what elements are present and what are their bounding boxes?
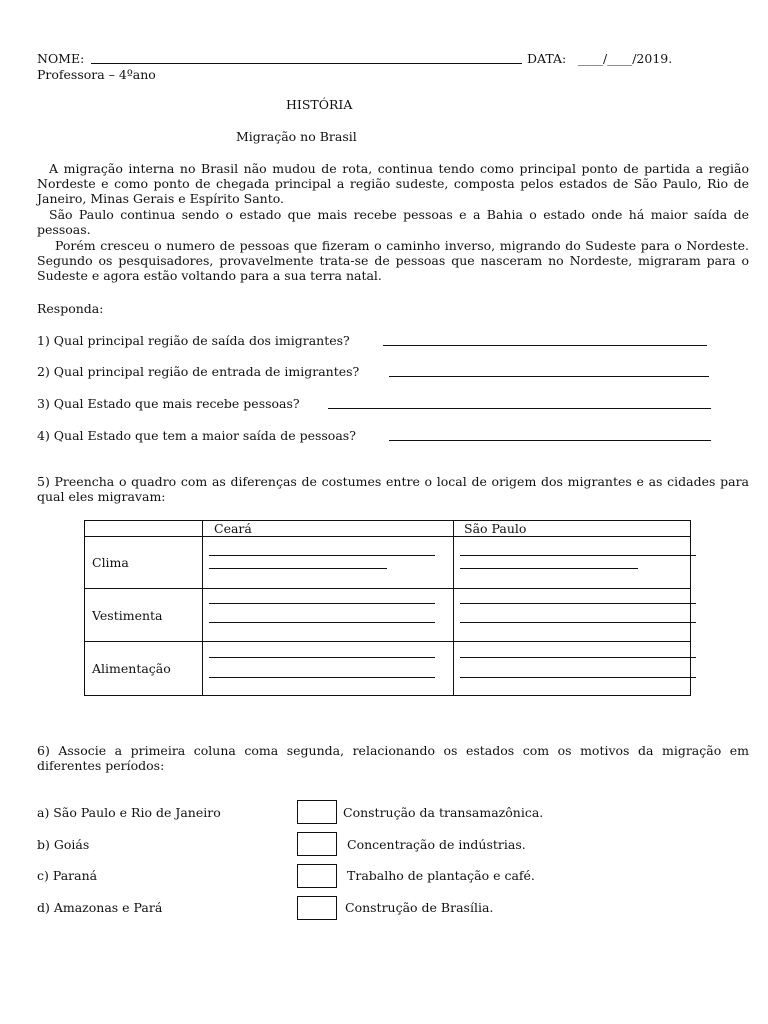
answer-box[interactable]	[297, 864, 337, 888]
answer-box[interactable]	[297, 800, 337, 824]
respond-label: Responda:	[37, 301, 104, 316]
cell-ceara-vestimenta[interactable]	[203, 589, 454, 642]
answer-4-line[interactable]	[389, 440, 711, 441]
question-3: 3) Qual Estado que mais recebe pessoas?	[37, 396, 300, 411]
answer-box[interactable]	[297, 832, 337, 856]
name-label: NOME:	[37, 51, 85, 66]
cell-sp-clima[interactable]	[454, 537, 691, 589]
name-field[interactable]	[91, 63, 522, 64]
cell-sp-alimentacao[interactable]	[454, 642, 691, 696]
question-2: 2) Qual principal região de entrada de imigrantes?	[37, 364, 360, 379]
option-c: c) Paraná	[37, 868, 98, 883]
table-row	[85, 642, 691, 696]
date-value: ____/____/2019.	[578, 51, 673, 66]
teacher-line: Professora – 4ºano	[37, 67, 156, 82]
table-header-sao-paulo: São Paulo	[454, 521, 691, 537]
reason-4: Construção de Brasília.	[345, 900, 494, 915]
table-header-ceara: Ceará	[203, 521, 454, 537]
cell-ceara-alimentacao[interactable]	[203, 642, 454, 696]
date-label: DATA:	[527, 51, 567, 66]
reason-1: Construção da transamazônica.	[343, 805, 544, 820]
question-4: 4) Qual Estado que tem a maior saída de pessoas?	[37, 428, 356, 443]
customs-table	[84, 520, 691, 696]
paragraph-2: São Paulo continua sendo o estado que mais recebe pessoas e a Bahia o estado onde há maior saída de pessoas.	[37, 207, 749, 237]
question-1: 1) Qual principal região de saída dos imigrantes?	[37, 333, 350, 348]
subject-title: HISTÓRIA	[286, 97, 353, 112]
row-label-alimentacao: Alimentação	[85, 642, 203, 696]
table-row	[85, 537, 691, 589]
answer-3-line[interactable]	[328, 408, 711, 409]
answer-box[interactable]	[297, 896, 337, 920]
cell-sp-vestimenta[interactable]	[454, 589, 691, 642]
question-6-prompt: 6) Associe a primeira coluna coma segunda, relacionando os estados com os motivos da migração em diferentes períodos:	[37, 743, 749, 773]
paragraph-1: A migração interna no Brasil não mudou de rota, continua tendo como principal ponto de partida a região Nordeste e como ponto de chegada principal a região sudeste, composta pelos estados de São Paulo, Rio de Janeiro, Minas Gerais e Espírito Santo.	[37, 161, 749, 206]
option-a: a) São Paulo e Rio de Janeiro	[37, 805, 221, 820]
reason-3: Trabalho de plantação e café.	[347, 868, 535, 883]
option-b: b) Goiás	[37, 837, 90, 852]
reason-2: Concentração de indústrias.	[347, 837, 526, 852]
cell-ceara-clima[interactable]	[203, 537, 454, 589]
answer-2-line[interactable]	[389, 376, 709, 377]
answer-1-line[interactable]	[383, 345, 707, 346]
question-5-prompt: 5) Preencha o quadro com as diferenças de costumes entre o local de origem dos migrantes e as cidades para qual eles migravam:	[37, 474, 749, 504]
option-d: d) Amazonas e Pará	[37, 900, 163, 915]
table-header-empty	[85, 521, 203, 537]
paragraph-3: Porém cresceu o numero de pessoas que fizeram o caminho inverso, migrando do Sudeste para o Nordeste. Segundo os pesquisadores, provavelmente trata-se de pessoas que nasceram no Nordeste, migraram para o Sudeste e agora estão voltando para a sua terra natal.	[37, 238, 749, 283]
row-label-clima: Clima	[85, 537, 203, 589]
topic-title: Migração no Brasil	[236, 129, 357, 144]
table-row	[85, 589, 691, 642]
row-label-vestimenta: Vestimenta	[85, 589, 203, 642]
